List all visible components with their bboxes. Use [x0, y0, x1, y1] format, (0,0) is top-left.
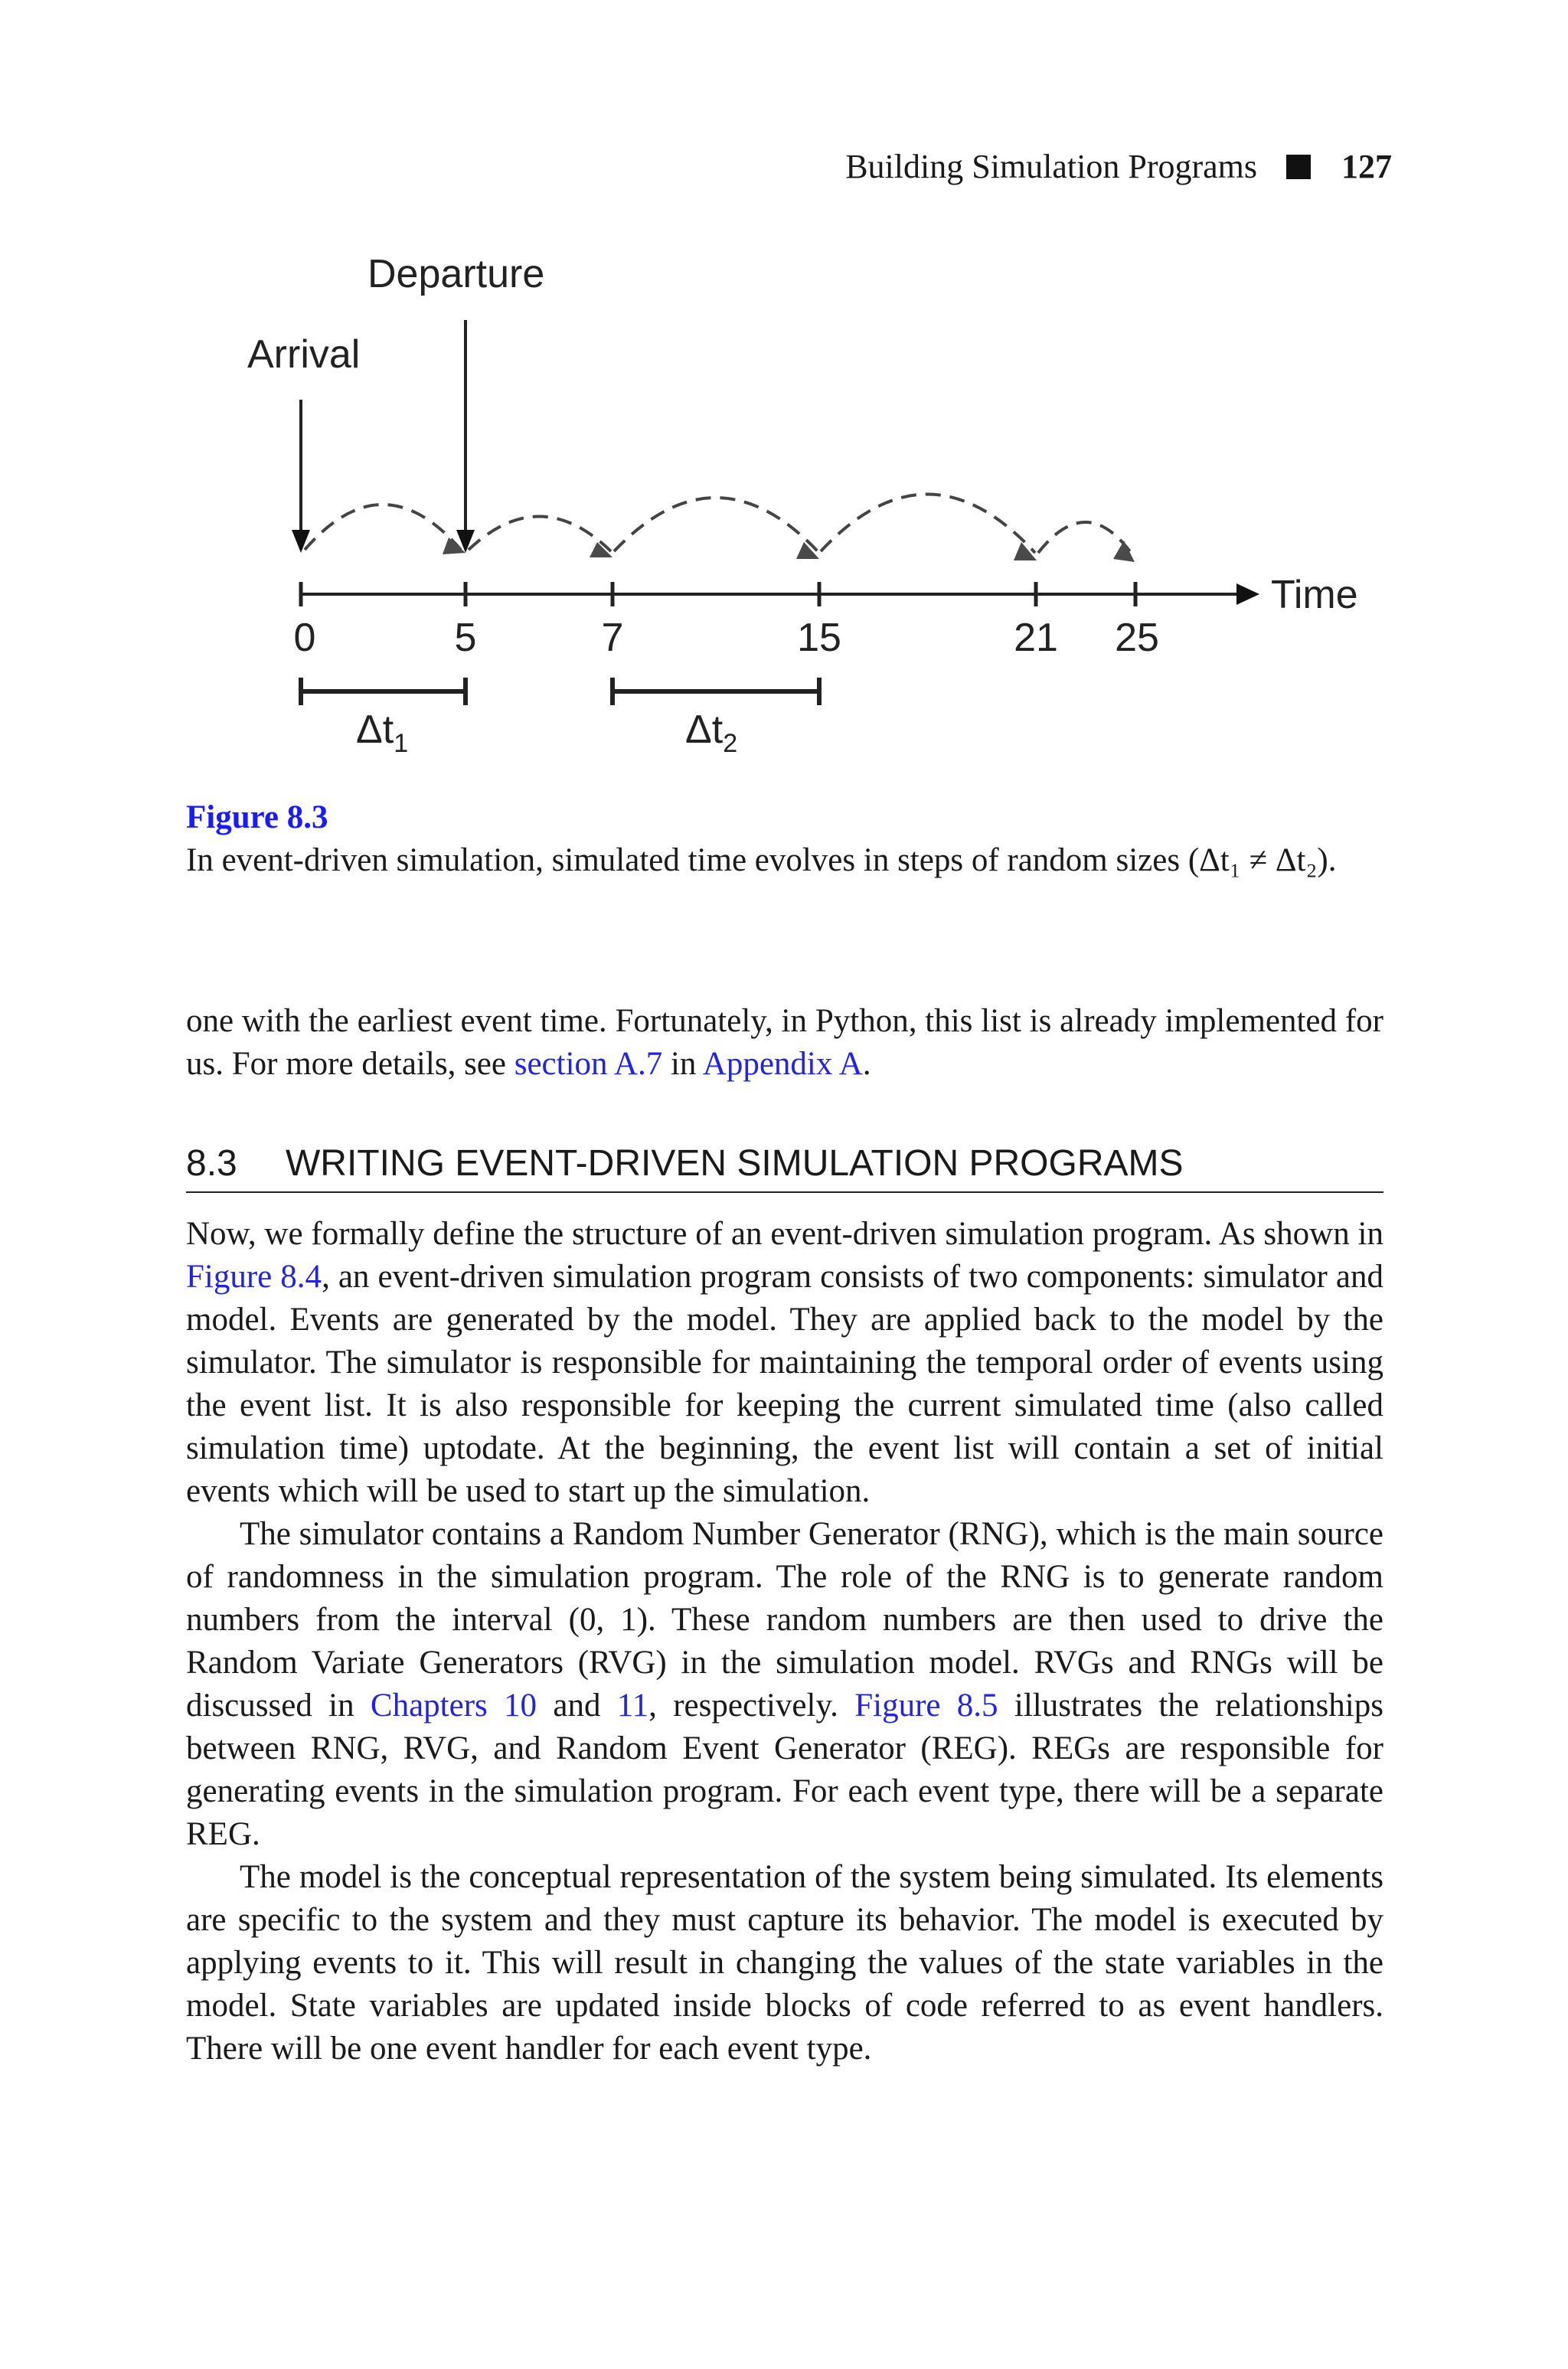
event-arc-15-21	[821, 494, 1035, 553]
tick-label-15: 15	[797, 616, 841, 660]
event-arc-7-15	[614, 498, 818, 551]
figure-timeline	[184, 253, 1409, 773]
link-section-a7[interactable]: section A.7	[514, 1046, 663, 1082]
interval-dt2-label: $\Delta t_2$	[685, 707, 738, 758]
arrival-arrow-head	[292, 530, 310, 553]
departure-label: Departure	[368, 253, 545, 296]
section-title: WRITING EVENT-DRIVEN SIMULATION PROGRAMS	[286, 1143, 1184, 1184]
page-number: 127	[1341, 148, 1392, 185]
body-text	[186, 1213, 1383, 2070]
tick-label-21: 21	[1014, 616, 1058, 660]
tick-label-0: 0	[293, 616, 316, 660]
square-bullet-icon	[1286, 155, 1311, 179]
running-header	[845, 147, 1392, 186]
interval-dt1-label: $\Delta t_1$	[356, 707, 409, 758]
link-figure-8-4[interactable]: Figure 8.4	[186, 1259, 322, 1295]
running-header-title: Building Simulation Programs	[845, 148, 1257, 185]
paragraph-1: Now, we formally define the structure of an event-driven simulation program. As shown in Figure 8.4, an event-driven simulation program consists of two components: simulator and model. Events are generated by the model. They are applied back to the model by the simulator. The simulator is responsible for maintaining the temporal order of events using the event list. It is also responsible for keeping the current simulated time (also called simulation time) uptodate. At the beginning, the event list will contain a set of initial events which will be used to start up the simulation.	[186, 1216, 1383, 1509]
intro-text-in: in	[662, 1046, 703, 1082]
figure-caption-text: In event-driven simulation, simulated time evolves in steps of random sizes (Δt₁ ≠ Δt₂).	[186, 842, 1337, 878]
intro-paragraph	[186, 1000, 1383, 1086]
intro-text: one with the earliest event time. Fortunately, in Python, this list is already implemented for us. For more details, see	[186, 1003, 1383, 1082]
arrival-label: Arrival	[247, 332, 361, 377]
time-axis-label: Time	[1271, 573, 1358, 617]
link-chapter-11[interactable]: 11	[616, 1688, 649, 1724]
event-arc-5-7	[469, 516, 611, 551]
tick-label-25: 25	[1115, 616, 1159, 660]
event-arc-0-5	[305, 505, 461, 550]
link-figure-8-5[interactable]: Figure 8.5	[854, 1688, 998, 1724]
link-appendix-a[interactable]: Appendix A	[702, 1046, 863, 1082]
intro-text-end: .	[862, 1046, 871, 1082]
time-axis-arrow-icon	[1236, 583, 1259, 605]
tick-label-7: 7	[601, 616, 624, 660]
timeline-diagram	[184, 253, 1409, 773]
figure-caption-label: Figure 8.3	[186, 799, 328, 835]
section-heading	[186, 1139, 1383, 1193]
tick-label-5: 5	[454, 616, 477, 660]
figure-caption	[186, 796, 1383, 882]
paragraph-3: The model is the conceptual representation of the system being simulated. Its elements are specific to the system and they must capture its behavior. The model is executed by applying events to it. This will result in changing the values of the state variables in the model. State variables are updated inside blocks of code referred to as event handlers. There will be one event handler for each event type.	[186, 1859, 1383, 2067]
arc-arrowhead-25	[1113, 541, 1135, 562]
link-chapter-10[interactable]: Chapters 10	[370, 1688, 537, 1724]
section-number: 8.3	[186, 1143, 237, 1184]
paragraph-2: The simulator contains a Random Number Generator (RNG), which is the main source of randomness in the simulation program. The role of the RNG is to generate random numbers from the interval (0, 1). These random numbers are then used to drive the Random Variate Generators (RVG) in the simulation model. RVGs and RNGs will be discussed in Chapters 10 and 11, respectively. Figure 8.5 illustrates the relationships between RNG, RVG, and Random Event Generator (REG). REGs are responsible for generating events in the simulation program. For each event type, there will be a separate REG.	[186, 1516, 1383, 1852]
